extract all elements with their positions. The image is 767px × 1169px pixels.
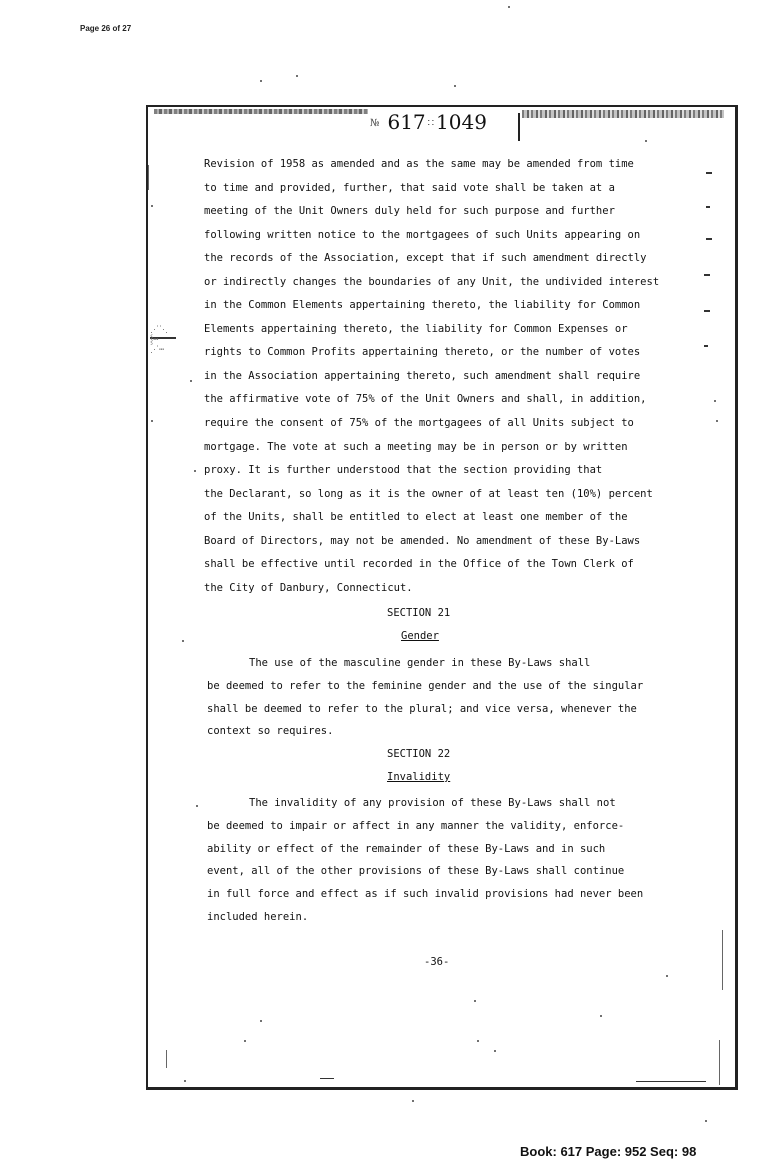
stamp-divider [518, 113, 520, 141]
margin-dash [704, 310, 710, 312]
section-21-title: Gender [401, 630, 439, 642]
body-line: rights to Common Profits appertaining thereto, or the number of votes [204, 346, 641, 359]
footer-book-page-seq: Book: 617 Page: 952 Seq: 98 [520, 1144, 697, 1159]
body-line: the records of the Association, except that if such amendment directly [204, 252, 647, 265]
body-line: mortgage. The vote at such a meeting may be in person or by written [204, 440, 628, 453]
body-paragraph [204, 153, 709, 600]
section-21-line: context so requires. [207, 725, 334, 738]
body-line: meeting of the Unit Owners duly held for such purpose and further [204, 205, 615, 218]
speck [454, 85, 456, 87]
body-line: of the Units, shall be entitled to elect at least one member of the [204, 511, 628, 524]
page-number: -36- [424, 956, 450, 968]
body-line: in the Common Elements appertaining thereto, the liability for Common [204, 299, 641, 312]
speck [296, 75, 298, 77]
margin-dash [704, 274, 710, 276]
left-scribble: ⋰⋱ ⸾⋯ ⋰⋯ [150, 325, 168, 355]
section-21-line: be deemed to refer to the feminine gender and the use of the singular [207, 679, 644, 692]
margin-dash [636, 1081, 706, 1082]
margin-dash [704, 345, 708, 347]
body-line: or indirectly changes the boundaries of any Unit, the undivided interest [204, 275, 660, 288]
speck [244, 1040, 246, 1042]
section-21-paragraph [207, 652, 712, 743]
section-22-line: included herein. [207, 910, 309, 923]
body-line: in the Association appertaining thereto, such amendment shall require [204, 369, 641, 382]
section-22-line: The invalidity of any provision of these By-Laws shall not [249, 797, 616, 809]
speck [260, 1020, 262, 1022]
speck [412, 1100, 414, 1102]
body-line: to time and provided, further, that said vote shall be taken at a [204, 181, 615, 194]
speck [182, 640, 184, 642]
body-line: the Declarant, so long as it is the owner of at least ten (10%) percent [204, 487, 653, 500]
speck [716, 420, 718, 422]
section-22-title: Invalidity [387, 771, 451, 783]
margin-dash [706, 206, 710, 208]
margin-vline [166, 1050, 167, 1068]
stamp-book: 617 [387, 110, 426, 134]
speck [714, 400, 716, 402]
speck [477, 1040, 479, 1042]
section-21-line: shall be deemed to refer to the plural; and vice versa, whenever the [207, 702, 637, 715]
speck [151, 420, 153, 422]
speck [600, 1015, 602, 1017]
section-21-line: The use of the masculine gender in these By-Laws shall [249, 657, 591, 669]
margin-dash [706, 172, 712, 174]
body-line: proxy. It is further understood that the section providing that [204, 464, 603, 477]
speck [151, 205, 153, 207]
section-22-line: be deemed to impair or affect in any manner the validity, enforce- [207, 819, 625, 832]
speck [494, 1050, 496, 1052]
stamp-page: 1049 [436, 110, 487, 134]
speck [190, 380, 192, 382]
body-line: Revision of 1958 as amended and as the same may be amended from time [204, 158, 634, 170]
body-line: the City of Danbury, Connecticut. [204, 581, 413, 594]
speck [194, 470, 196, 472]
margin-vline [722, 930, 723, 990]
book-page-stamp [370, 110, 487, 134]
speck [508, 6, 510, 8]
body-line: require the consent of 75% of the mortgagees of all Units subject to [204, 417, 634, 430]
margin-vline [148, 165, 149, 190]
body-line: following written notice to the mortgagees of such Units appearing on [204, 228, 641, 241]
body-line: shall be effective until recorded in the Office of the Town Clerk of [204, 558, 634, 571]
speck [184, 1080, 186, 1082]
section-21-heading: SECTION 21 [387, 607, 451, 619]
margin-dash [706, 238, 712, 240]
section-22-line: event, all of the other provisions of these By-Laws shall continue [207, 865, 625, 878]
margin-dash [320, 1078, 334, 1079]
speck [196, 805, 198, 807]
speck [666, 975, 668, 977]
top-left-smudge [154, 109, 368, 114]
margin-vline [719, 1040, 720, 1085]
page-count: Page 26 of 27 [80, 24, 132, 33]
top-right-smudge [522, 110, 724, 118]
stamp-prefix: № [370, 118, 380, 129]
speck [645, 140, 647, 142]
section-22-line: in full force and effect as if such invalid provisions had never been [207, 888, 644, 901]
body-line: the affirmative vote of 75% of the Unit Owners and shall, in addition, [204, 393, 647, 406]
section-22-heading: SECTION 22 [387, 748, 451, 760]
section-22-paragraph [207, 792, 712, 929]
section-22-line: ability or effect of the remainder of these By-Laws and in such [207, 842, 606, 855]
speck [705, 1120, 707, 1122]
stamp-mid: ∷ [427, 118, 435, 129]
speck [260, 80, 262, 82]
speck [474, 1000, 476, 1002]
body-line: Elements appertaining thereto, the liability for Common Expenses or [204, 322, 628, 335]
body-line: Board of Directors, may not be amended. No amendment of these By-Laws [204, 534, 641, 547]
